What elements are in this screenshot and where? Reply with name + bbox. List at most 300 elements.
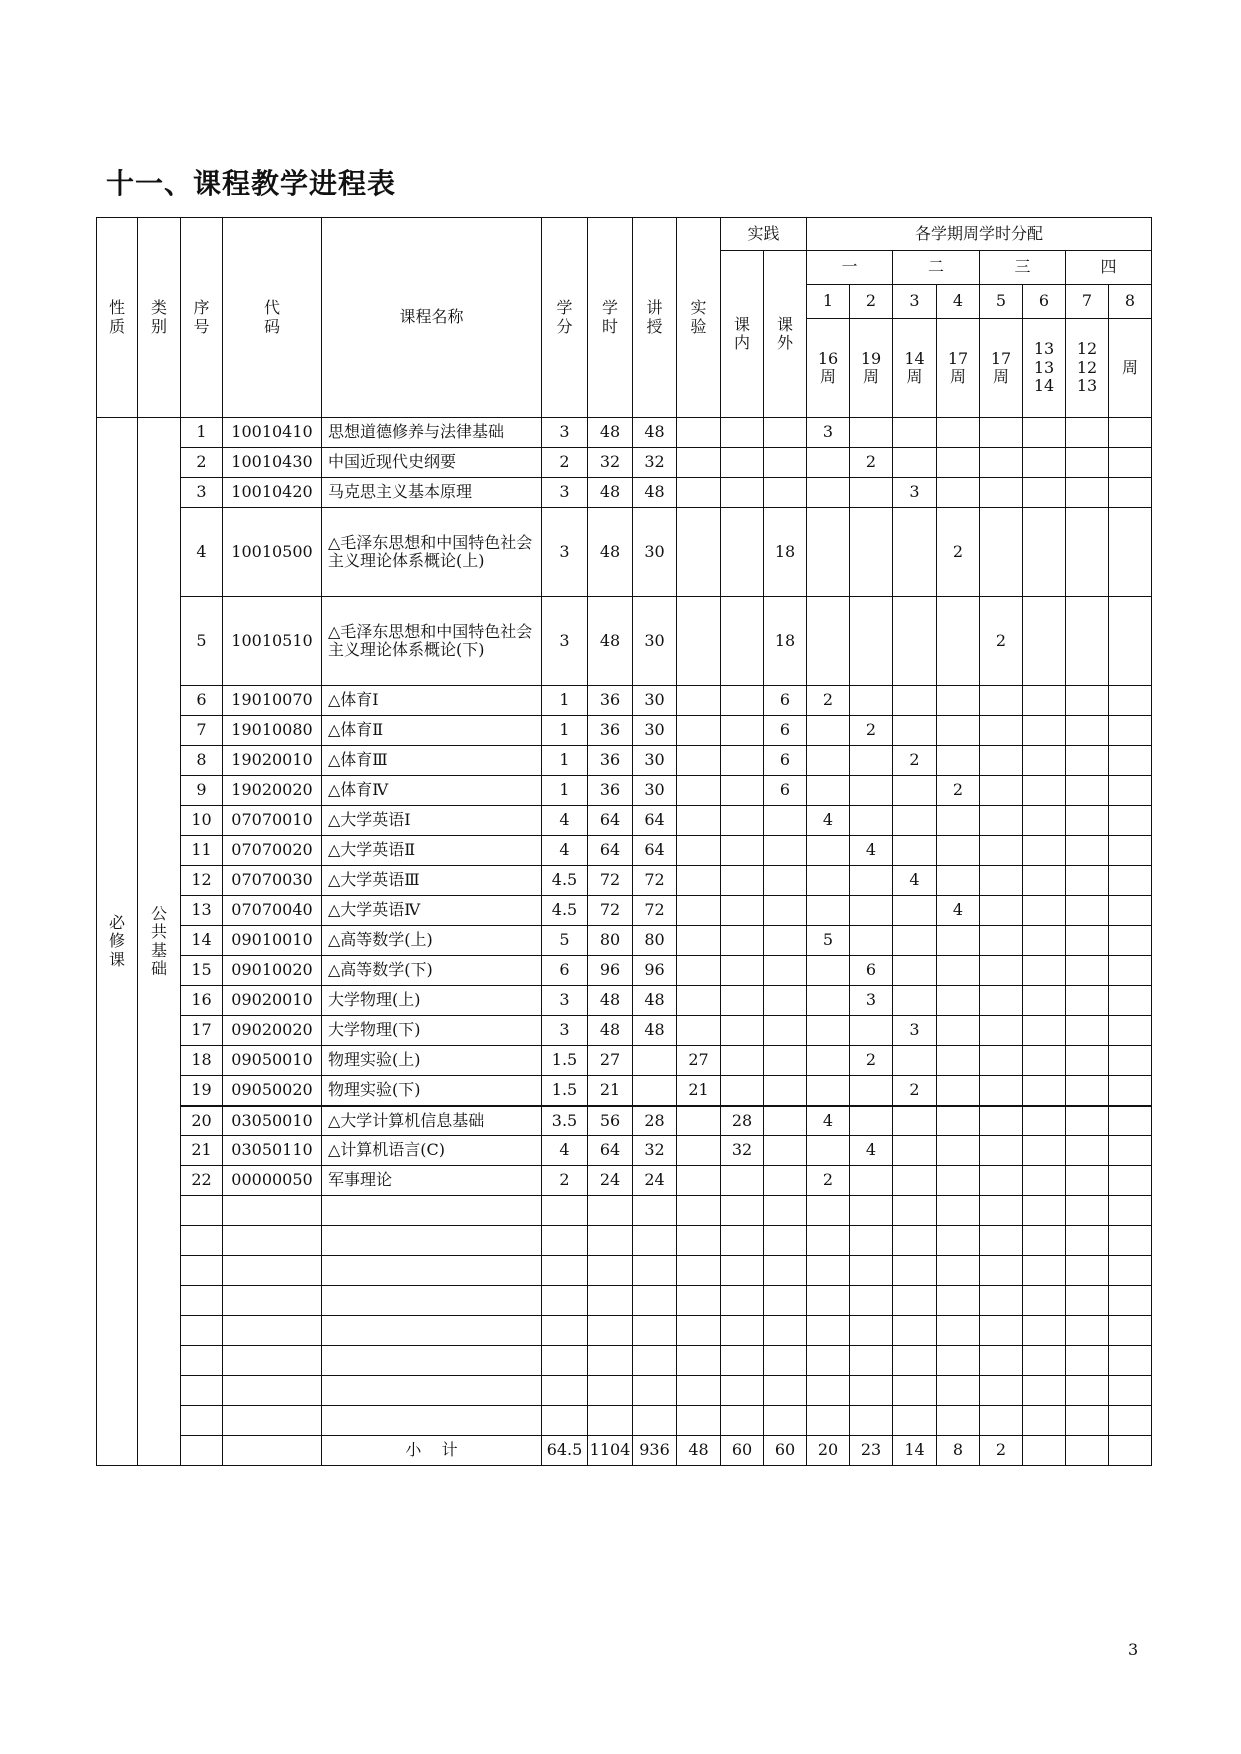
semester-hours	[980, 1166, 1023, 1196]
table-row	[97, 746, 1152, 776]
empty-cell	[850, 1346, 893, 1376]
course-lecture: 30	[633, 597, 677, 686]
course-hours: 72	[588, 866, 633, 896]
empty-cell	[980, 1316, 1023, 1346]
course-lecture: 32	[633, 448, 677, 478]
semester-hours	[1023, 1076, 1066, 1106]
empty-cell	[1109, 1196, 1152, 1226]
course-hours: 32	[588, 448, 633, 478]
course-practice-out	[764, 866, 807, 896]
course-name: △大学计算机信息基础	[322, 1106, 542, 1136]
empty-cell	[633, 1286, 677, 1316]
course-name: 物理实验(下)	[322, 1076, 542, 1106]
semester-hours	[937, 716, 980, 746]
course-credits: 4	[542, 806, 588, 836]
table-row	[97, 1046, 1152, 1076]
empty-cell	[1023, 1316, 1066, 1346]
course-experiment	[677, 806, 721, 836]
empty-cell	[1023, 1226, 1066, 1256]
semester-hours	[1023, 836, 1066, 866]
header-weeks: 19 周	[850, 319, 893, 418]
semester-hours	[1109, 478, 1152, 508]
course-experiment	[677, 716, 721, 746]
empty-cell	[633, 1256, 677, 1286]
semester-hours	[893, 686, 937, 716]
empty-cell	[588, 1196, 633, 1226]
semester-hours	[1023, 896, 1066, 926]
empty-cell	[893, 1196, 937, 1226]
empty-cell	[1066, 1316, 1109, 1346]
header-weeks: 14 周	[893, 319, 937, 418]
semester-hours	[1023, 686, 1066, 716]
empty-cell	[588, 1316, 633, 1346]
course-code: 19020010	[223, 746, 322, 776]
semester-hours	[893, 956, 937, 986]
header-semester: 5	[980, 285, 1023, 319]
semester-hours	[1066, 926, 1109, 956]
course-name: 大学物理(下)	[322, 1016, 542, 1046]
course-hours: 48	[588, 478, 633, 508]
empty-cell	[223, 1256, 322, 1286]
table-row	[97, 716, 1152, 746]
semester-hours	[1109, 716, 1152, 746]
semester-hours	[1066, 986, 1109, 1016]
course-practice-in	[721, 956, 764, 986]
semester-hours	[1023, 716, 1066, 746]
empty-cell	[980, 1346, 1023, 1376]
semester-hours: 2	[807, 1166, 850, 1196]
course-lecture: 72	[633, 866, 677, 896]
semester-hours: 5	[807, 926, 850, 956]
semester-hours	[893, 926, 937, 956]
course-practice-out	[764, 1016, 807, 1046]
semester-hours	[850, 866, 893, 896]
subtotal-practice-out: 60	[764, 1436, 807, 1466]
empty-cell	[764, 1196, 807, 1226]
header-weeks: 16 周	[807, 319, 850, 418]
semester-hours	[1066, 866, 1109, 896]
course-experiment	[677, 1136, 721, 1166]
semester-hours	[1066, 806, 1109, 836]
semester-hours	[850, 746, 893, 776]
course-name: △体育Ⅲ	[322, 746, 542, 776]
empty-cell	[721, 1256, 764, 1286]
semester-hours	[1023, 508, 1066, 597]
course-code: 19010080	[223, 716, 322, 746]
empty-cell	[677, 1406, 721, 1436]
header-year: 二	[893, 251, 980, 285]
course-practice-in	[721, 1076, 764, 1106]
empty-cell	[223, 1286, 322, 1316]
empty-cell	[181, 1406, 223, 1436]
course-credits: 4.5	[542, 866, 588, 896]
course-lecture	[633, 1076, 677, 1106]
course-seq: 12	[181, 866, 223, 896]
semester-hours	[1066, 1076, 1109, 1106]
semester-hours	[807, 1016, 850, 1046]
semester-hours	[980, 746, 1023, 776]
course-experiment	[677, 746, 721, 776]
semester-hours	[807, 478, 850, 508]
subtotal-experiment: 48	[677, 1436, 721, 1466]
empty-row	[97, 1316, 1152, 1346]
empty-cell	[181, 1286, 223, 1316]
course-name: 思想道德修养与法律基础	[322, 418, 542, 448]
semester-hours	[850, 686, 893, 716]
header-nature: 性 质	[97, 218, 138, 418]
course-practice-in	[721, 896, 764, 926]
course-credits: 1.5	[542, 1076, 588, 1106]
course-hours: 80	[588, 926, 633, 956]
header-credits: 学 分	[542, 218, 588, 418]
semester-hours	[807, 716, 850, 746]
table-row	[97, 866, 1152, 896]
course-practice-out	[764, 926, 807, 956]
course-credits: 3	[542, 478, 588, 508]
subtotal-semester-hours: 2	[980, 1436, 1023, 1466]
course-lecture: 30	[633, 686, 677, 716]
course-practice-in	[721, 686, 764, 716]
semester-hours	[1023, 1046, 1066, 1076]
page-title: 十一、课程教学进程表	[106, 167, 397, 200]
course-experiment	[677, 956, 721, 986]
empty-cell	[1109, 1256, 1152, 1286]
course-seq: 22	[181, 1166, 223, 1196]
header-semester: 1	[807, 285, 850, 319]
semester-hours	[980, 926, 1023, 956]
course-name: △体育Ⅱ	[322, 716, 542, 746]
empty-cell	[542, 1196, 588, 1226]
empty-cell	[764, 1256, 807, 1286]
empty-cell	[588, 1406, 633, 1436]
course-experiment	[677, 836, 721, 866]
course-name: △高等数学(上)	[322, 926, 542, 956]
semester-hours	[893, 448, 937, 478]
empty-cell	[850, 1256, 893, 1286]
semester-hours	[850, 597, 893, 686]
course-lecture: 96	[633, 956, 677, 986]
course-code: 00000050	[223, 1166, 322, 1196]
semester-hours: 2	[807, 686, 850, 716]
course-code: 09050020	[223, 1076, 322, 1106]
semester-hours	[937, 1136, 980, 1166]
semester-hours	[807, 866, 850, 896]
course-credits: 4.5	[542, 896, 588, 926]
course-practice-out: 18	[764, 597, 807, 686]
subtotal-label: 小 计	[322, 1436, 542, 1466]
semester-hours	[893, 806, 937, 836]
course-practice-out	[764, 1076, 807, 1106]
course-code: 07070020	[223, 836, 322, 866]
empty-cell	[1023, 1256, 1066, 1286]
course-practice-out	[764, 1136, 807, 1166]
semester-hours	[807, 836, 850, 866]
empty-cell	[181, 1256, 223, 1286]
course-experiment	[677, 896, 721, 926]
course-lecture: 30	[633, 776, 677, 806]
header-semester: 3	[893, 285, 937, 319]
empty-cell	[850, 1226, 893, 1256]
empty-cell	[980, 1196, 1023, 1226]
empty-cell	[893, 1406, 937, 1436]
course-code: 07070040	[223, 896, 322, 926]
table-row	[97, 926, 1152, 956]
empty-cell	[937, 1346, 980, 1376]
empty-cell	[807, 1406, 850, 1436]
semester-hours	[1109, 806, 1152, 836]
semester-hours: 3	[893, 1016, 937, 1046]
semester-hours	[1109, 1106, 1152, 1136]
semester-hours	[980, 806, 1023, 836]
semester-hours	[1023, 1106, 1066, 1136]
semester-hours	[807, 508, 850, 597]
table-row	[97, 986, 1152, 1016]
course-name: △计算机语言(C)	[322, 1136, 542, 1166]
course-credits: 4	[542, 1136, 588, 1166]
empty-row	[97, 1256, 1152, 1286]
empty-cell	[181, 1196, 223, 1226]
empty-cell	[937, 1376, 980, 1406]
semester-hours: 4	[893, 866, 937, 896]
empty-cell	[633, 1196, 677, 1226]
course-code: 09010010	[223, 926, 322, 956]
course-credits: 1	[542, 776, 588, 806]
semester-hours	[850, 896, 893, 926]
semester-hours	[893, 1166, 937, 1196]
semester-hours	[1066, 716, 1109, 746]
course-seq: 14	[181, 926, 223, 956]
course-nature: 必 修 课	[97, 418, 138, 1466]
semester-hours	[1023, 418, 1066, 448]
semester-hours	[850, 1106, 893, 1136]
course-name: △毛泽东思想和中国特色社会主义理论体系概论(上)	[322, 508, 542, 597]
course-experiment	[677, 448, 721, 478]
empty-cell	[322, 1286, 542, 1316]
course-hours: 64	[588, 1136, 633, 1166]
empty-row	[97, 1196, 1152, 1226]
empty-cell	[893, 1316, 937, 1346]
semester-hours	[980, 686, 1023, 716]
header-weeks: 17 周	[937, 319, 980, 418]
course-practice-in	[721, 746, 764, 776]
semester-hours	[807, 746, 850, 776]
semester-hours	[980, 776, 1023, 806]
semester-hours	[893, 418, 937, 448]
semester-hours	[1109, 508, 1152, 597]
course-hours: 36	[588, 686, 633, 716]
header-experiment: 实 验	[677, 218, 721, 418]
semester-hours	[1023, 1136, 1066, 1166]
empty-row	[97, 1226, 1152, 1256]
header-seq: 序 号	[181, 218, 223, 418]
empty-cell	[721, 1286, 764, 1316]
empty-cell	[633, 1406, 677, 1436]
empty-cell	[850, 1286, 893, 1316]
course-practice-out	[764, 956, 807, 986]
course-practice-in	[721, 418, 764, 448]
semester-hours	[1109, 1136, 1152, 1166]
semester-hours	[1109, 686, 1152, 716]
semester-hours	[1109, 1016, 1152, 1046]
subtotal-lecture: 936	[633, 1436, 677, 1466]
semester-hours	[937, 1106, 980, 1136]
semester-hours	[1023, 986, 1066, 1016]
semester-hours	[1109, 776, 1152, 806]
semester-hours	[980, 1016, 1023, 1046]
course-seq: 7	[181, 716, 223, 746]
empty-cell	[850, 1196, 893, 1226]
semester-hours	[1109, 956, 1152, 986]
course-name: 军事理论	[322, 1166, 542, 1196]
course-hours: 56	[588, 1106, 633, 1136]
table-row	[97, 418, 1152, 448]
semester-hours	[1109, 836, 1152, 866]
empty-cell	[1066, 1196, 1109, 1226]
semester-hours	[937, 836, 980, 866]
empty-cell	[322, 1406, 542, 1436]
subtotal-semester-hours	[1066, 1436, 1109, 1466]
course-experiment	[677, 1106, 721, 1136]
course-category: 公 共 基 础	[138, 418, 181, 1466]
semester-hours: 2	[893, 1076, 937, 1106]
course-lecture: 30	[633, 508, 677, 597]
course-practice-out	[764, 478, 807, 508]
course-code: 07070010	[223, 806, 322, 836]
course-practice-out	[764, 1046, 807, 1076]
course-credits: 1	[542, 686, 588, 716]
course-code: 03050010	[223, 1106, 322, 1136]
semester-hours	[980, 1106, 1023, 1136]
semester-hours	[980, 716, 1023, 746]
course-practice-out: 6	[764, 686, 807, 716]
empty-cell	[677, 1346, 721, 1376]
course-experiment	[677, 508, 721, 597]
course-experiment	[677, 478, 721, 508]
course-practice-out	[764, 418, 807, 448]
header-hours: 学 时	[588, 218, 633, 418]
semester-hours	[893, 776, 937, 806]
semester-hours	[1066, 686, 1109, 716]
empty-cell	[721, 1226, 764, 1256]
semester-hours	[1066, 478, 1109, 508]
semester-hours	[937, 746, 980, 776]
semester-hours	[937, 418, 980, 448]
semester-hours	[937, 1166, 980, 1196]
semester-hours: 3	[850, 986, 893, 1016]
semester-hours	[937, 597, 980, 686]
semester-hours: 2	[980, 597, 1023, 686]
empty-row	[97, 1346, 1152, 1376]
course-experiment	[677, 686, 721, 716]
course-seq: 5	[181, 597, 223, 686]
table-row	[97, 1136, 1152, 1166]
semester-hours	[1109, 926, 1152, 956]
semester-hours	[1066, 746, 1109, 776]
table-row	[97, 1166, 1152, 1196]
semester-hours	[1109, 986, 1152, 1016]
course-hours: 48	[588, 418, 633, 448]
course-experiment: 27	[677, 1046, 721, 1076]
header-semester: 4	[937, 285, 980, 319]
semester-hours	[980, 448, 1023, 478]
semester-hours	[937, 686, 980, 716]
empty-cell	[764, 1346, 807, 1376]
semester-hours	[850, 926, 893, 956]
subtotal-semester-hours: 14	[893, 1436, 937, 1466]
empty-cell	[807, 1316, 850, 1346]
table-row	[97, 806, 1152, 836]
empty-cell	[322, 1376, 542, 1406]
empty-cell	[1066, 1286, 1109, 1316]
table-row	[97, 1016, 1152, 1046]
course-hours: 64	[588, 836, 633, 866]
empty-row	[97, 1376, 1152, 1406]
semester-hours	[1066, 956, 1109, 986]
semester-hours	[980, 508, 1023, 597]
empty-cell	[542, 1346, 588, 1376]
course-credits: 3	[542, 1016, 588, 1046]
course-name: △体育Ⅳ	[322, 776, 542, 806]
course-name: 马克思主义基本原理	[322, 478, 542, 508]
course-hours: 24	[588, 1166, 633, 1196]
empty-cell	[1109, 1226, 1152, 1256]
course-credits: 1.5	[542, 1046, 588, 1076]
course-name: △大学英语Ⅲ	[322, 866, 542, 896]
semester-hours: 2	[893, 746, 937, 776]
semester-hours	[1109, 418, 1152, 448]
course-practice-in	[721, 866, 764, 896]
course-hours: 48	[588, 1016, 633, 1046]
course-seq: 11	[181, 836, 223, 866]
table-row	[97, 836, 1152, 866]
empty-cell	[980, 1376, 1023, 1406]
table-row	[97, 597, 1152, 686]
course-practice-in	[721, 776, 764, 806]
semester-hours	[1023, 448, 1066, 478]
course-practice-out: 18	[764, 508, 807, 597]
empty-cell	[633, 1376, 677, 1406]
empty-cell	[893, 1226, 937, 1256]
semester-hours	[1023, 478, 1066, 508]
semester-hours	[980, 1076, 1023, 1106]
semester-hours: 2	[850, 448, 893, 478]
empty-cell	[937, 1226, 980, 1256]
semester-hours	[1066, 776, 1109, 806]
semester-hours	[1109, 597, 1152, 686]
course-experiment: 21	[677, 1076, 721, 1106]
course-hours: 36	[588, 716, 633, 746]
course-practice-out: 6	[764, 716, 807, 746]
course-experiment	[677, 1016, 721, 1046]
course-credits: 5	[542, 926, 588, 956]
course-lecture: 24	[633, 1166, 677, 1196]
empty-cell	[223, 1226, 322, 1256]
semester-hours: 2	[937, 776, 980, 806]
semester-hours	[980, 866, 1023, 896]
table-row	[97, 1076, 1152, 1106]
semester-hours	[980, 478, 1023, 508]
empty-cell	[588, 1256, 633, 1286]
semester-hours	[1109, 896, 1152, 926]
subtotal-semester-hours: 8	[937, 1436, 980, 1466]
table-body	[97, 418, 1152, 1466]
semester-hours	[1023, 866, 1066, 896]
empty-cell	[633, 1316, 677, 1346]
empty-cell	[542, 1406, 588, 1436]
empty-cell	[1109, 1346, 1152, 1376]
course-practice-in	[721, 1046, 764, 1076]
course-code: 10010510	[223, 597, 322, 686]
